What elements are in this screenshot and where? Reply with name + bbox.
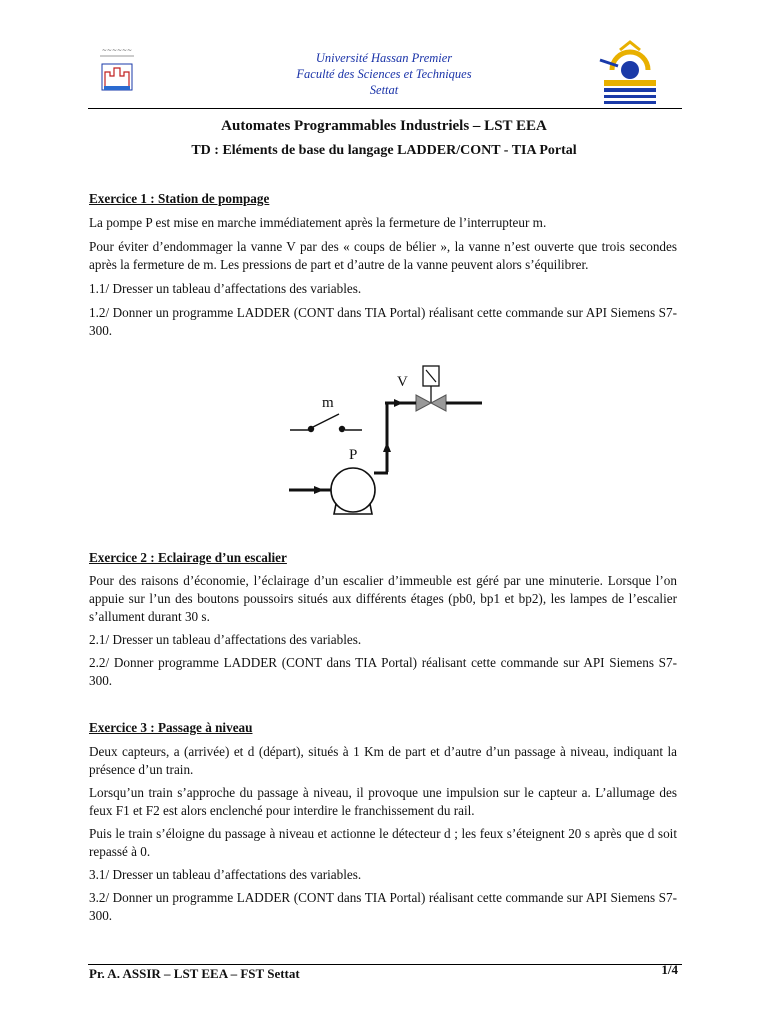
exercise-2-question-2: 2.2/ Donner programme LADDER (CONT dans TIA Portal) réalisant cette commande sur API Siemens S7-300.	[89, 655, 677, 688]
page-number: 1/4	[661, 962, 678, 977]
exercise-3-question-2: 3.2/ Donner un programme LADDER (CONT dans TIA Portal) réalisant cette commande sur API Siemens S7-300.	[89, 890, 677, 923]
svg-text:~~~~~~: ~~~~~~	[101, 47, 133, 54]
switch-label: m	[322, 395, 334, 411]
valve-label: V	[397, 374, 408, 390]
exercise-1	[89, 190, 677, 340]
header-rule	[88, 108, 682, 109]
city-name: Settat	[369, 83, 399, 97]
exercise-1-paragraph-1: La pompe P est mise en marche immédiatement après la fermeture de l’interrupteur m.	[89, 215, 547, 230]
exercise-1-heading: Exercice 1 : Station de pompage	[89, 191, 270, 206]
exercise-2-question-1: 2.1/ Dresser un tableau d’affectations des variables.	[89, 632, 362, 647]
page-header	[0, 38, 768, 108]
footer-rule	[88, 964, 682, 965]
exercise-3-paragraph-2: Lorsqu’un train s’approche du passage à niveau, il provoque une impulsion sur le capteur a. L’allumage des feux F1 et F2 est alors enclenché pour interdire le franchissement du rail.	[89, 785, 677, 818]
pumping-station-diagram	[270, 362, 510, 532]
exercise-2-paragraph-1: Pour des raisons d’économie, l’éclairage d’un escalier d’immeuble est géré par une minuterie. Lorsque l’on appuie sur l’un des boutons poussoirs situés aux différents étages (pb0, bp1 et bp2), les lampes de l’escalier s’allument durant 30 s.	[89, 573, 677, 624]
exercise-2-heading: Exercice 2 : Eclairage d’un escalier	[89, 550, 287, 565]
exercise-2	[89, 549, 677, 690]
exercise-1-question-1: 1.1/ Dresser un tableau d’affectations des variables.	[89, 281, 362, 296]
course-title: Automates Programmables Industriels – LST EEA	[221, 118, 547, 134]
pump-label: P	[349, 447, 358, 463]
exercise-3-heading: Exercice 3 : Passage à niveau	[89, 720, 253, 735]
exercise-1-paragraph-2: Pour éviter d’endommager la vanne V par des « coups de bélier », la vanne n’est ouverte que trois secondes après la fermeture de m. Les pressions de part et d’autre de la vanne peuvent alors s’équilibrer.	[89, 239, 677, 272]
exercise-3-paragraph-1: Deux capteurs, a (arrivée) et d (départ), situés à 1 Km de part et d’autre d’un passage à niveau, indiquant la présence d’un train.	[89, 744, 677, 777]
faculty-name: Faculté des Sciences et Techniques	[296, 67, 472, 81]
footer-author: Pr. A. ASSIR – LST EEA – FST Settat	[89, 966, 300, 981]
exercise-1-question-2: 1.2/ Donner un programme LADDER (CONT dans TIA Portal) réalisant cette commande sur API Siemens S7-300.	[89, 305, 677, 338]
exercise-3	[89, 719, 677, 925]
td-title: TD : Eléments de base du langage LADDER/CONT - TIA Portal	[191, 143, 577, 158]
switch-icon	[311, 414, 339, 428]
fst-settat-logo-icon	[590, 40, 670, 108]
exercise-3-question-1: 3.1/ Dresser un tableau d’affectations des variables.	[89, 867, 362, 882]
university-name: Université Hassan Premier	[315, 51, 453, 65]
pump-icon	[331, 468, 375, 512]
exercise-3-paragraph-3: Puis le train s’éloigne du passage à niveau et actionne le détecteur d ; les feux s’éteignent 20 s après que d soit repassé à 0.	[89, 826, 677, 859]
